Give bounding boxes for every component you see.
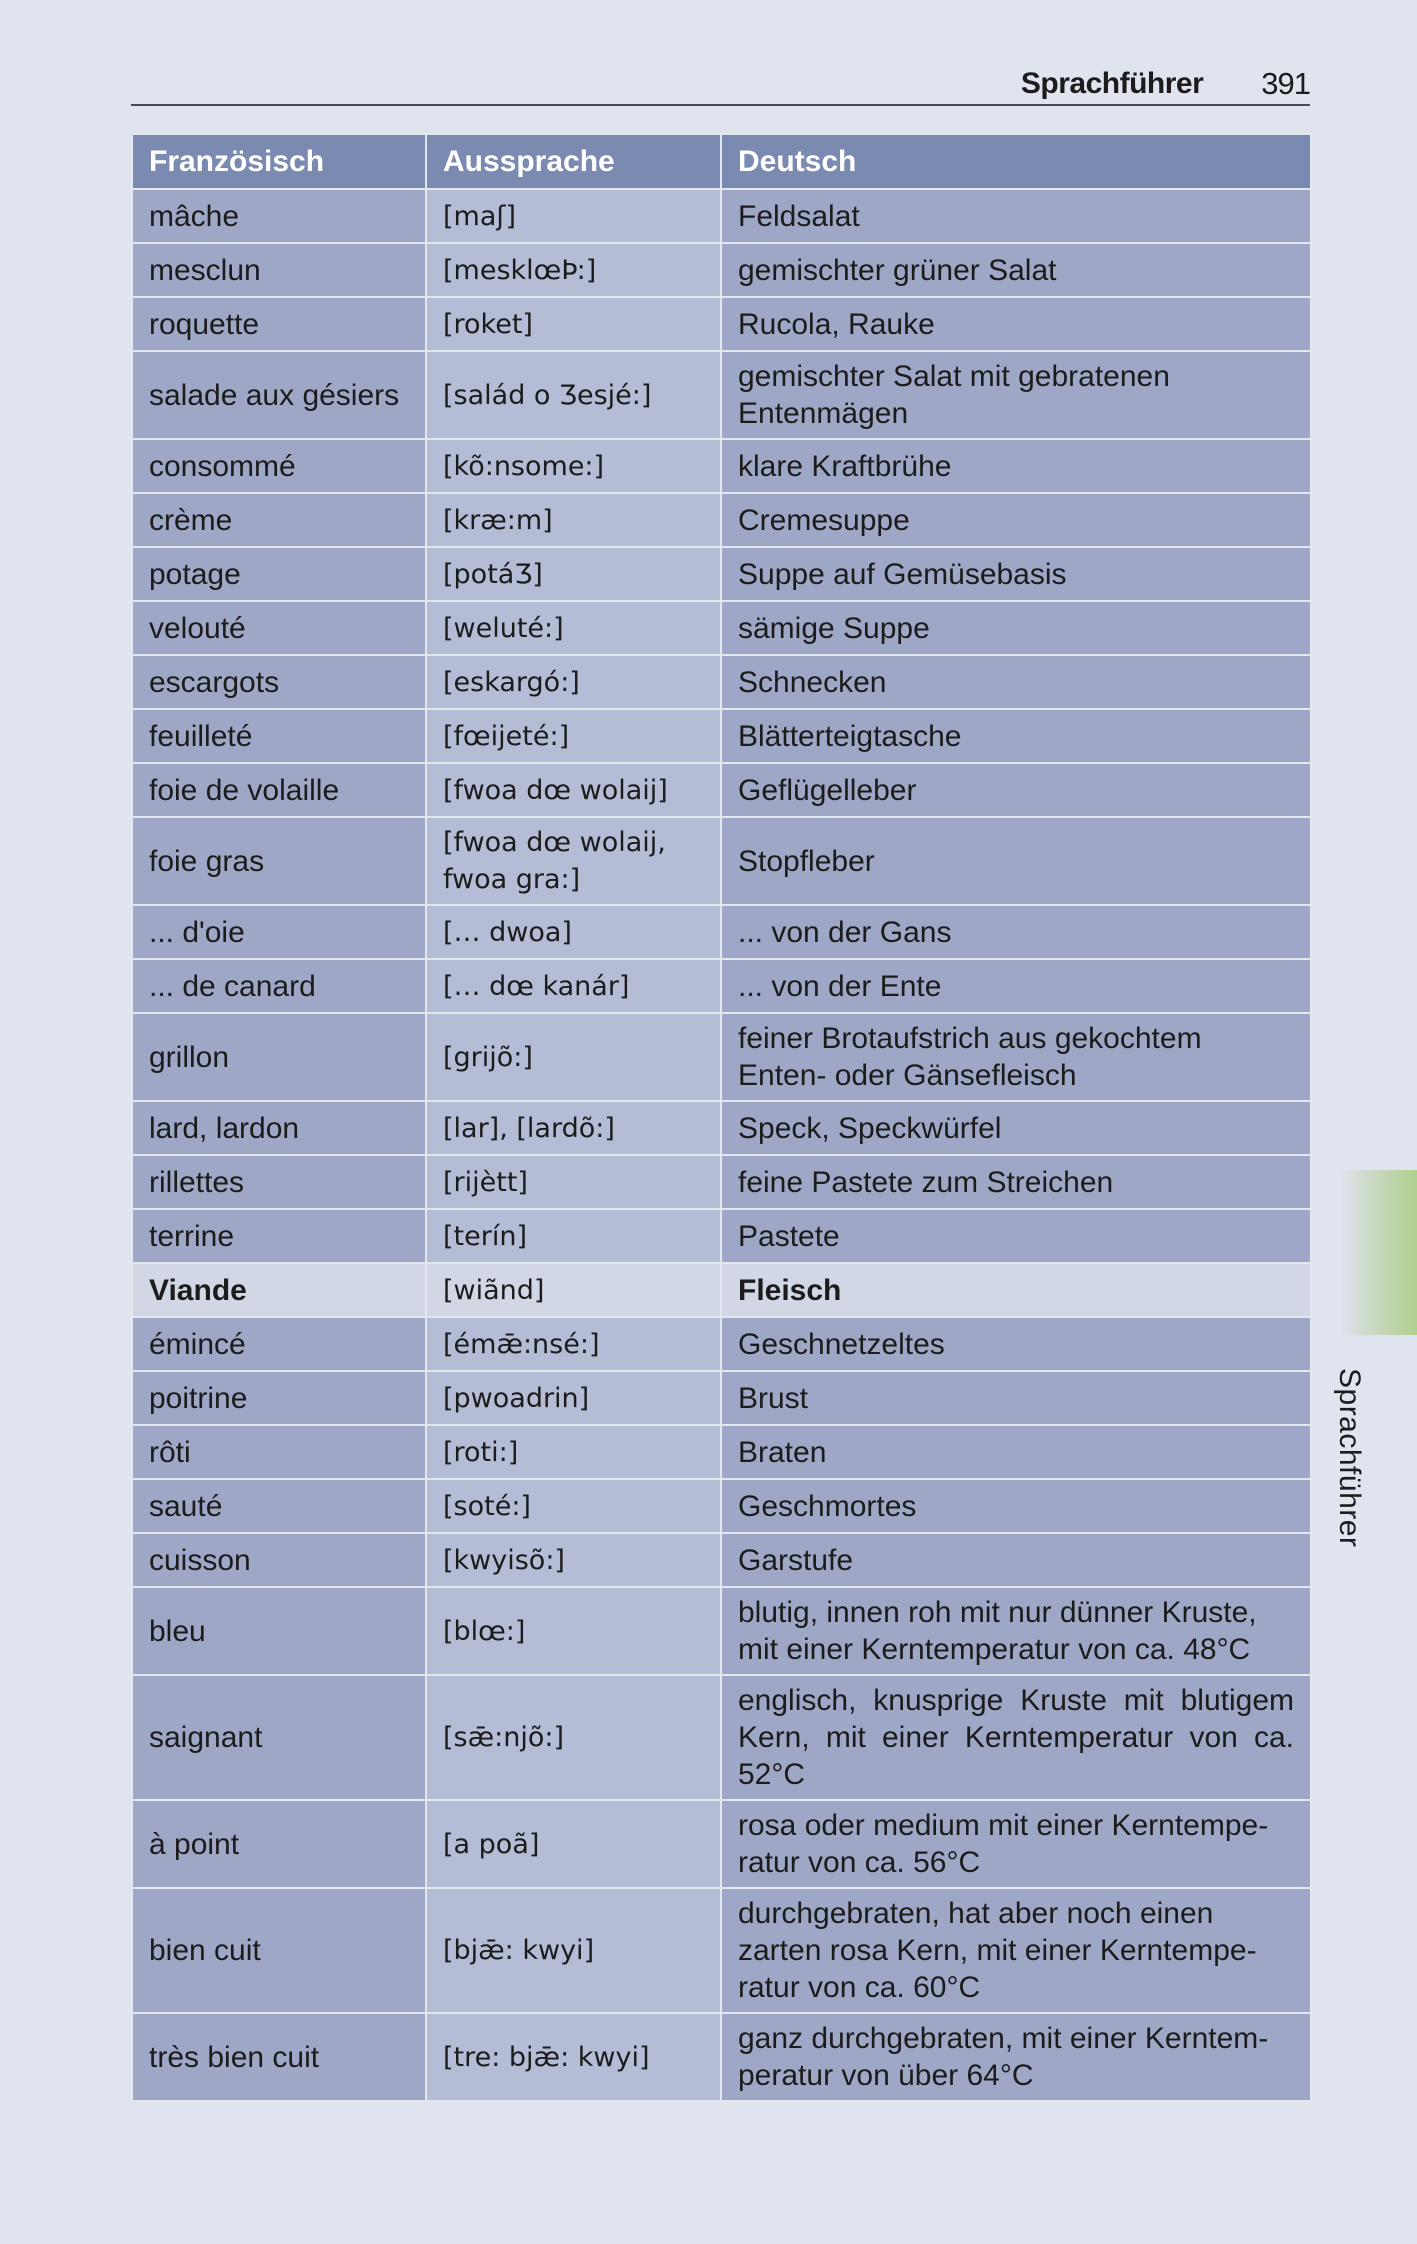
german-translation: Garstufe xyxy=(721,1533,1311,1587)
french-term: roquette xyxy=(132,297,426,351)
french-term: mâche xyxy=(132,189,426,243)
french-term: bien cuit xyxy=(132,1888,426,2013)
pronunciation: [tre: bjǣ: kwyi] xyxy=(426,2013,721,2101)
section-heading-german: Fleisch xyxy=(721,1263,1311,1317)
column-header-german: Deutsch xyxy=(721,134,1311,189)
french-term: très bien cuit xyxy=(132,2013,426,2101)
french-term: escargots xyxy=(132,655,426,709)
french-term: ... d'oie xyxy=(132,905,426,959)
pronunciation: [weluté:] xyxy=(426,601,721,655)
column-header-french: Französisch xyxy=(132,134,426,189)
german-translation: Rucola, Rauke xyxy=(721,297,1311,351)
french-term: velouté xyxy=(132,601,426,655)
pronunciation: [maʃ] xyxy=(426,189,721,243)
pronunciation: [kræ:m] xyxy=(426,493,721,547)
german-translation: sämige Suppe xyxy=(721,601,1311,655)
pronunciation: [rijètt] xyxy=(426,1155,721,1209)
german-translation: Cremesuppe xyxy=(721,493,1311,547)
page-number: 391 xyxy=(1261,66,1310,101)
german-translation: Feldsalat xyxy=(721,189,1311,243)
table-row xyxy=(132,1317,1311,1371)
german-translation: klare Kraftbrühe xyxy=(721,439,1311,493)
french-term: potage xyxy=(132,547,426,601)
table-row xyxy=(132,243,1311,297)
table-row xyxy=(132,439,1311,493)
french-term: poitrine xyxy=(132,1371,426,1425)
german-translation: ... von der Ente xyxy=(721,959,1311,1013)
chapter-thumb-label: Sprachführer xyxy=(1333,1368,1366,1548)
french-term: rôti xyxy=(132,1425,426,1479)
pronunciation: [fœijeté:] xyxy=(426,709,721,763)
pronunciation: [pwoadrin] xyxy=(426,1371,721,1425)
table-row xyxy=(132,297,1311,351)
table-row xyxy=(132,655,1311,709)
pronunciation: [… dœ kanár] xyxy=(426,959,721,1013)
pronunciation: [bjǣ: kwyi] xyxy=(426,1888,721,2013)
pronunciation: [fwoa dœ wolaij, fwoa gra:] xyxy=(426,817,721,905)
table-row xyxy=(132,1155,1311,1209)
french-term: terrine xyxy=(132,1209,426,1263)
german-translation: Brust xyxy=(721,1371,1311,1425)
running-head-section-title: Sprachführer xyxy=(1020,67,1204,100)
french-term: salade aux gésiers xyxy=(132,351,426,439)
vocabulary-table xyxy=(131,133,1312,2102)
table-header-row xyxy=(132,134,1311,189)
french-term: mesclun xyxy=(132,243,426,297)
german-translation: feine Pastete zum Streichen xyxy=(721,1155,1311,1209)
table-row xyxy=(132,1675,1311,1800)
german-translation: Schnecken xyxy=(721,655,1311,709)
german-translation: Geschmortes xyxy=(721,1479,1311,1533)
pronunciation: [… dwoa] xyxy=(426,905,721,959)
section-heading-row-meat xyxy=(132,1263,1311,1317)
column-header-pronunciation: Aussprache xyxy=(426,134,721,189)
table-row xyxy=(132,1587,1311,1675)
table-row xyxy=(132,959,1311,1013)
pronunciation: [roket] xyxy=(426,297,721,351)
table-body xyxy=(132,189,1311,2101)
french-term: consommé xyxy=(132,439,426,493)
table-row xyxy=(132,1209,1311,1263)
chapter-thumb-tab xyxy=(1340,1170,1417,1335)
pronunciation: [kwyisõ:] xyxy=(426,1533,721,1587)
german-translation: Stopfleber xyxy=(721,817,1311,905)
german-translation: ... von der Gans xyxy=(721,905,1311,959)
french-term: feuilleté xyxy=(132,709,426,763)
german-translation: gemischter grüner Salat xyxy=(721,243,1311,297)
french-term: ... de canard xyxy=(132,959,426,1013)
german-translation: Blätterteigtasche xyxy=(721,709,1311,763)
pronunciation: [a poã] xyxy=(426,1800,721,1888)
table-row xyxy=(132,601,1311,655)
french-term: crème xyxy=(132,493,426,547)
table-row xyxy=(132,709,1311,763)
german-translation: blutig, innen roh mit nur dünner Kruste, mit einer Kerntemperatur von ca. 48°C xyxy=(721,1587,1311,1675)
pronunciation: [salád o Ʒesjé:] xyxy=(426,351,721,439)
table-row xyxy=(132,1800,1311,1888)
french-term: lard, lardon xyxy=(132,1101,426,1155)
german-translation: durchgebraten, hat aber noch einen zarten rosa Kern, mit einer Kerntemperatur von ca. 60°C xyxy=(721,1888,1311,2013)
section-heading-french: Viande xyxy=(132,1263,426,1317)
french-term: rillettes xyxy=(132,1155,426,1209)
pronunciation: [wiãnd] xyxy=(426,1263,721,1317)
table-row xyxy=(132,1533,1311,1587)
pronunciation: [potáƷ] xyxy=(426,547,721,601)
table-row xyxy=(132,1425,1311,1479)
french-term: bleu xyxy=(132,1587,426,1675)
table-row xyxy=(132,1888,1311,2013)
table-row xyxy=(132,547,1311,601)
pronunciation: [fwoa dœ wolaij] xyxy=(426,763,721,817)
german-translation: Geschnetzeltes xyxy=(721,1317,1311,1371)
german-translation: Geflügelleber xyxy=(721,763,1311,817)
table-row xyxy=(132,493,1311,547)
german-translation: ganz durchgebraten, mit einer Kerntemperatur von über 64°C xyxy=(721,2013,1311,2101)
german-translation: gemischter Salat mit gebratenen Entenmägen xyxy=(721,351,1311,439)
pronunciation: [émǣ:nsé:] xyxy=(426,1317,721,1371)
pronunciation: [kõ:nsome:] xyxy=(426,439,721,493)
table-row xyxy=(132,2013,1311,2101)
french-term: émincé xyxy=(132,1317,426,1371)
french-term: grillon xyxy=(132,1013,426,1101)
table-row xyxy=(132,817,1311,905)
pronunciation: [eskargó:] xyxy=(426,655,721,709)
german-translation: rosa oder medium mit einer Kerntemperatur von ca. 56°C xyxy=(721,1800,1311,1888)
french-term: foie de volaille xyxy=(132,763,426,817)
table-row xyxy=(132,1101,1311,1155)
pronunciation: [blœ:] xyxy=(426,1587,721,1675)
table-row xyxy=(132,1371,1311,1425)
pronunciation: [sǣ:njõ:] xyxy=(426,1675,721,1800)
table-row xyxy=(132,763,1311,817)
german-translation: englisch, knusprige Kruste mit blutigem Kern, mit einer Kerntemperatur von ca. 52°C xyxy=(721,1675,1311,1800)
german-translation: Speck, Speckwürfel xyxy=(721,1101,1311,1155)
table-row xyxy=(132,351,1311,439)
french-term: cuisson xyxy=(132,1533,426,1587)
german-translation: Pastete xyxy=(721,1209,1311,1263)
pronunciation: [roti:] xyxy=(426,1425,721,1479)
pronunciation: [soté:] xyxy=(426,1479,721,1533)
pronunciation: [terín] xyxy=(426,1209,721,1263)
german-translation: Braten xyxy=(721,1425,1311,1479)
table-row xyxy=(132,1013,1311,1101)
german-translation: feiner Brotaufstrich aus gekochtem Enten- oder Gänsefleisch xyxy=(721,1013,1311,1101)
french-term: à point xyxy=(132,1800,426,1888)
running-head xyxy=(131,60,1310,106)
pronunciation: [mesklœÞ:] xyxy=(426,243,721,297)
pronunciation: [lar], [lardõ:] xyxy=(426,1101,721,1155)
pronunciation: [grijõ:] xyxy=(426,1013,721,1101)
table-row xyxy=(132,905,1311,959)
french-term: foie gras xyxy=(132,817,426,905)
table-row xyxy=(132,189,1311,243)
french-term: sauté xyxy=(132,1479,426,1533)
german-translation: Suppe auf Gemüsebasis xyxy=(721,547,1311,601)
table-row xyxy=(132,1479,1311,1533)
french-term: saignant xyxy=(132,1675,426,1800)
